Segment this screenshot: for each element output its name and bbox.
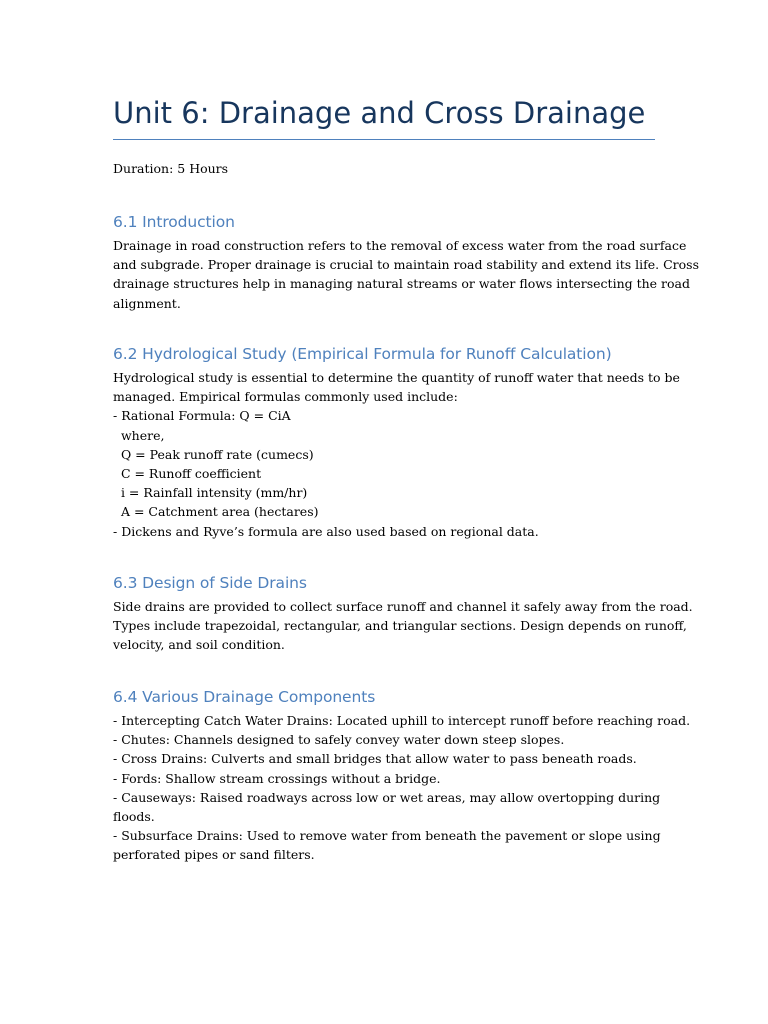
body-line: Side drains are provided to collect surface runoff and channel it safely away from the road. <box>113 599 693 614</box>
body-line: Drainage in road construction refers to the removal of excess water from the road surface <box>113 238 687 253</box>
body-line: C = Runoff coefficient <box>113 466 262 482</box>
body-line: - Intercepting Catch Water Drains: Located uphill to intercept runoff before reaching road. <box>113 713 691 728</box>
body-line: - Dickens and Ryve’s formula are also used based on regional data. <box>113 523 539 539</box>
document-page <box>113 0 700 1024</box>
body-line: where, <box>113 427 165 443</box>
body-line: A = Catchment area (hectares) <box>113 504 319 520</box>
body-line: i = Rainfall intensity (mm/hr) <box>113 485 308 501</box>
body-line: managed. Empirical formulas commonly used include: <box>113 389 458 405</box>
body-line: Types include trapezoidal, rectangular, and triangular sections. Design depends on runoff, <box>113 618 687 634</box>
section-body <box>113 236 700 313</box>
duration-text: Duration: 5 Hours <box>113 161 229 176</box>
body-line: alignment. <box>113 295 181 311</box>
body-line: floods. <box>113 809 155 825</box>
body-line: Hydrological study is essential to determine the quantity of runoff water that needs to be <box>113 370 680 385</box>
body-line: - Rational Formula: Q = CiA <box>113 408 291 424</box>
section-hydrological-study <box>113 343 680 541</box>
section-side-drains <box>113 572 693 655</box>
body-line: - Subsurface Drains: Used to remove water from beneath the pavement or slope using <box>113 828 661 844</box>
body-line: - Causeways: Raised roadways across low or wet areas, may allow overtopping during <box>113 789 661 805</box>
page-title: Unit 6: Drainage and Cross Drainage <box>113 96 646 130</box>
section-heading: 6.4 Various Drainage Components <box>113 688 376 706</box>
section-heading: 6.3 Design of Side Drains <box>113 574 307 592</box>
section-heading: 6.1 Introduction <box>113 213 235 231</box>
section-body <box>113 368 680 541</box>
body-line: drainage structures help in managing natural streams or water flows intersecting the road <box>113 276 691 292</box>
section-body <box>113 711 691 865</box>
section-introduction <box>113 211 700 313</box>
body-line: velocity, and soil condition. <box>113 637 285 653</box>
section-drainage-components <box>113 686 691 865</box>
title-divider <box>113 139 655 140</box>
body-line: - Cross Drains: Culverts and small bridges that allow water to pass beneath roads. <box>113 751 637 767</box>
body-line: Q = Peak runoff rate (cumecs) <box>113 446 314 462</box>
body-line: and subgrade. Proper drainage is crucial to maintain road stability and extend its life. Cross <box>113 257 700 273</box>
section-heading: 6.2 Hydrological Study (Empirical Formula for Runoff Calculation) <box>113 345 612 363</box>
body-line: - Fords: Shallow stream crossings without a bridge. <box>113 770 441 786</box>
body-line: - Chutes: Channels designed to safely convey water down steep slopes. <box>113 732 565 748</box>
body-line: perforated pipes or sand filters. <box>113 847 315 863</box>
section-body <box>113 597 693 655</box>
